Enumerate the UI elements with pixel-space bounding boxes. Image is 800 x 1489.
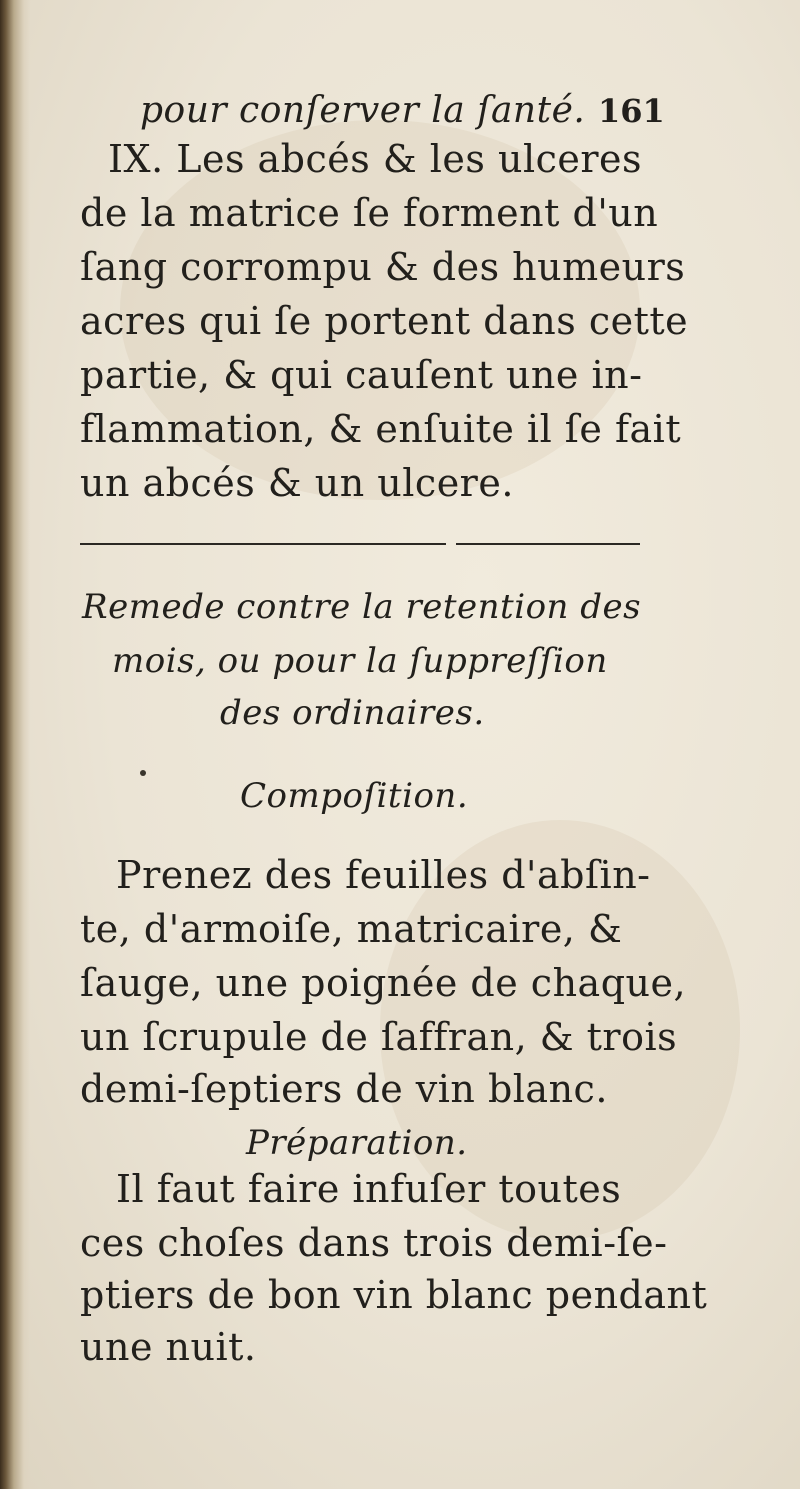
ink-dot [140,770,146,776]
remedy-title-line: des ordinaires. [220,693,485,733]
section-ix-line: de la matrice ſe forment d'un [80,191,659,235]
section-ix-line: acres qui ſe portent dans cette [80,299,689,343]
composition-line: un ſcrupule de ſaffran, & trois [80,1015,678,1059]
preparation-line: Il faut faire infuſer toutes [116,1167,622,1211]
remedy-title-line: mois, ou pour la ſuppreſſion [112,641,608,681]
preparation-line: une nuit. [80,1325,257,1369]
section-ix-line: IX. Les abcés & les ulceres [108,137,643,181]
section-ix-line: partie, & qui cauſent une in- [80,353,643,397]
composition-line: te, d'armoiſe, matricaire, & [80,907,623,951]
section-ix-line: un abcés & un ulcere. [80,461,514,505]
separator-rule [80,543,446,545]
composition-line: ſauge, une poignée de chaque, [80,961,687,1005]
composition-line: demi-ſeptiers de vin blanc. [80,1067,608,1111]
preparation-heading: Préparation. [246,1123,468,1163]
running-title: pour conſerver la ſanté. [140,90,586,131]
book-binding-edge [0,0,30,1489]
remedy-title-line: Remede contre la retention des [82,587,642,627]
page-number: 161 [598,92,665,130]
section-ix-line: flammation, & enſuite il ſe fait [80,407,682,451]
preparation-line: ces choſes dans trois demi-ſe- [80,1221,668,1265]
preparation-line: ptiers de bon vin blanc pendant [80,1273,708,1317]
separator-rule [456,543,640,545]
composition-line: Prenez des feuilles d'abſin- [116,853,651,897]
section-ix-line: ſang corrompu & des humeurs [80,245,686,289]
composition-heading: Compoſition. [240,776,469,816]
